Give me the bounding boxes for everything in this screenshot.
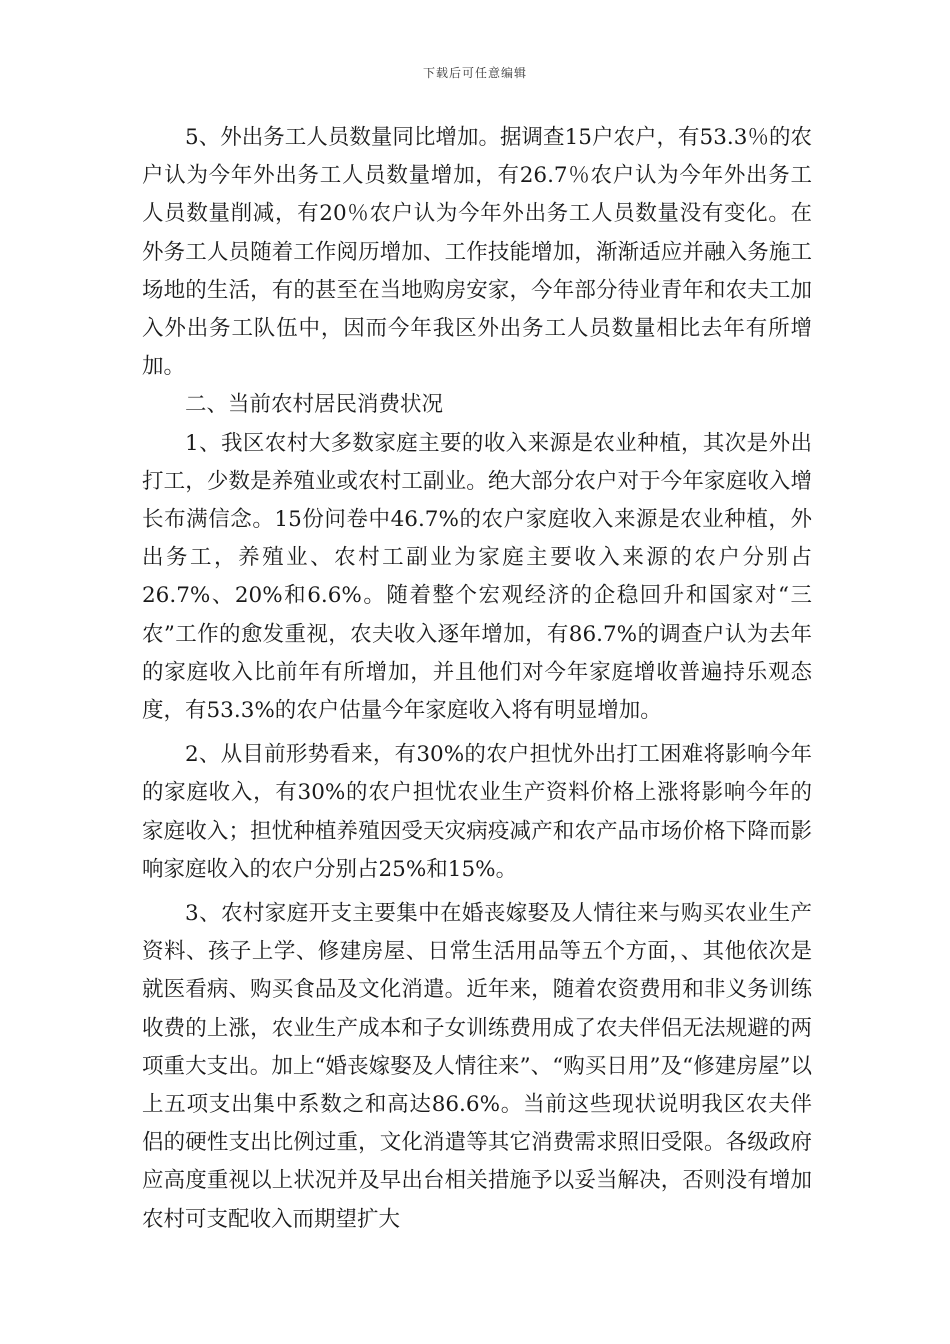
page-header-note: 下载后可任意编辑	[422, 66, 527, 80]
document-body	[142, 119, 812, 1239]
paragraph-migrant-workers: 5、外出务工人员数量同比增加。据调查15户农户，有53.3％的农户认为今年外出务工人员数量增加，有26.7％农户认为今年外出务工人员数量削减，有20％农户认为今年外出务工人员数量没有变化。在外务工人员随着工作阅历增加、工作技能增加，渐渐适应并融入务施工场地的生活，有的甚至在当地购房安家，今年部分待业青年和农夫工加入外出务工队伍中，因而今年我区外出务工人员数量相比去年有所增加。	[142, 125, 812, 380]
paragraph-household-expenses: 3、农村家庭开支主要集中在婚丧嫁娶及人情往来与购买农业生产资料、孩子上学、修建房屋、日常生活用品等五个方面，、其他依次是就医看病、购买食品及文化消遣。近年来，随着农资费用和非义务训练收费的上涨，农业生产成本和子女训练费用成了农夫伴侣无法规避的两项重大支出。加上“婚丧嫁娶及人情往来”、“购买日用”及“修建房屋”以上五项支出集中系数之和高达86.6%。当前这些现状说明我区农夫伴侣的硬性支出比例过重，文化消遣等其它消费需求照旧受限。各级政府应高度重视以上状况并及早出台相关措施予以妥当解决，否则没有增加农村可支配收入而期望扩大	[142, 901, 812, 1232]
paragraph-income-concerns: 2、从目前形势看来，有30%的农户担忧外出打工困难将影响今年的家庭收入，有30%的农户担忧农业生产资料价格上涨将影响今年的家庭收入；担忧种植养殖因受天灾病疫减产和农产品市场价格下降而影响家庭收入的农户分别占25%和15%。	[142, 742, 812, 882]
paragraph-income-sources: 1、我区农村大多数家庭主要的收入来源是农业种植，其次是外出打工，少数是养殖业或农村工副业。绝大部分农户对于今年家庭收入增长布满信念。15份问卷中46.7%的农户家庭收入来源是农业种植，外出务工，养殖业、农村工副业为家庭主要收入来源的农户分别占26.7%、20%和6.6%。随着整个宏观经济的企稳回升和国家对“三农”工作的愈发重视，农夫收入逐年增加，有86.7%的调查户认为去年的家庭收入比前年有所增加，并且他们对今年家庭增收普遍持乐观态度，有53.3%的农户估量今年家庭收入将有明显增加。	[142, 430, 812, 724]
section-heading-consumption: 二、当前农村居民消费状况	[185, 392, 444, 418]
